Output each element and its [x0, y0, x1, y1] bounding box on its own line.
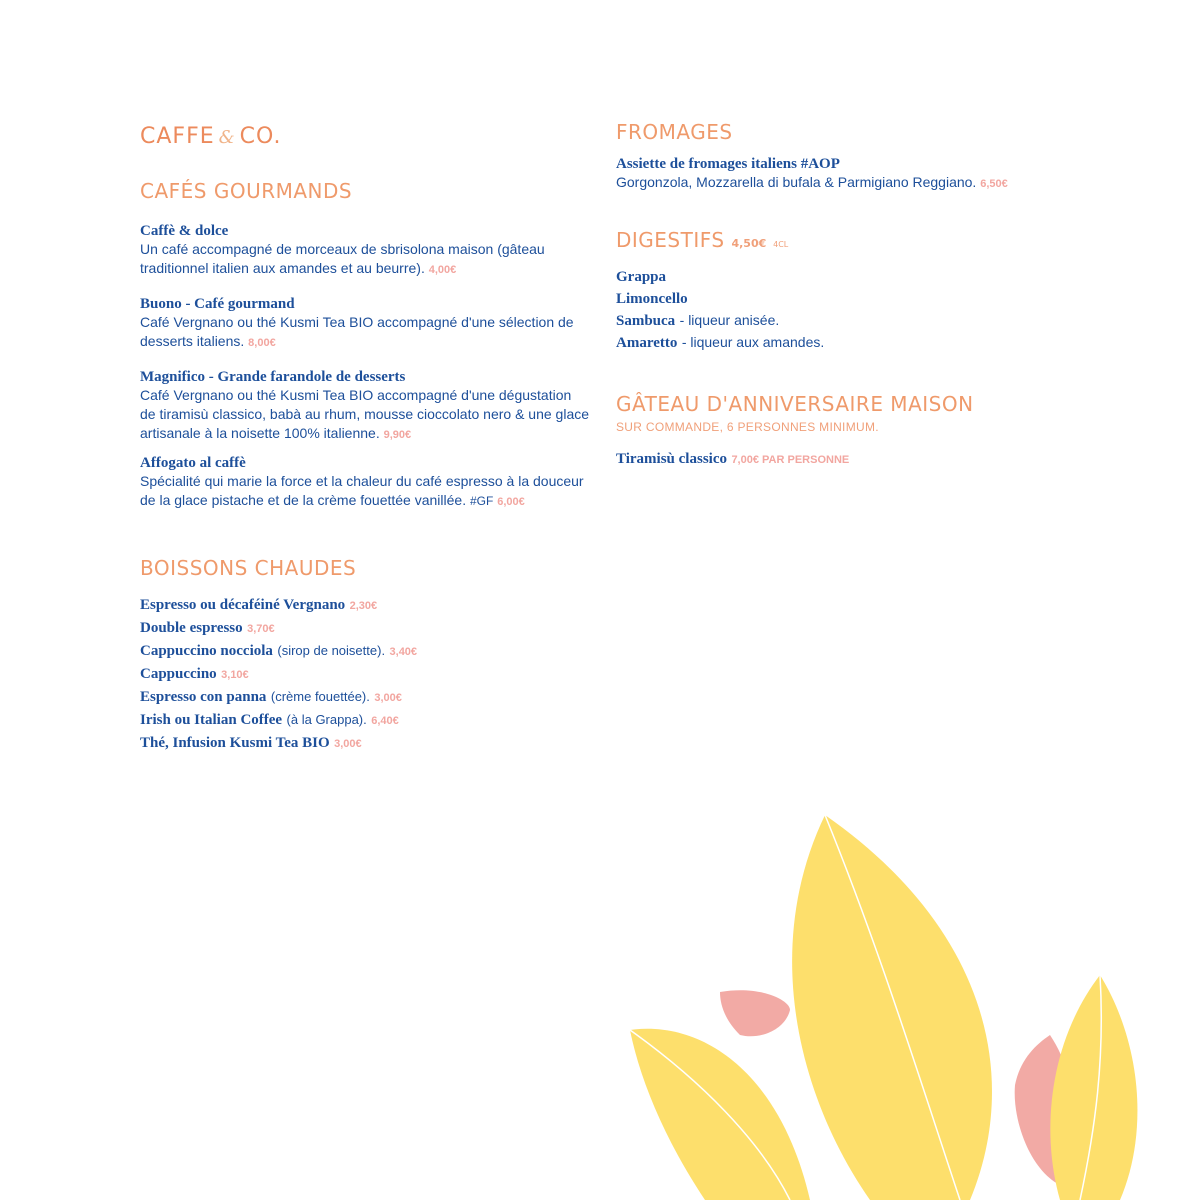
leaf-vein: [1080, 975, 1101, 1200]
section-title-boissons-chaudes: BOISSONS CHAUDES: [140, 556, 357, 580]
list-item: Amaretto - liqueur aux amandes.: [616, 334, 825, 351]
section-title-gateau: GÂTEAU D'ANNIVERSAIRE MAISON: [616, 392, 974, 416]
list-item: Sambuca - liqueur anisée.: [616, 312, 780, 329]
digestifs-price: 4,50€: [731, 237, 767, 250]
leaf-vein: [825, 815, 960, 1200]
list-item: Cappuccino nocciola (sirop de noisette). 3,40€: [140, 643, 418, 659]
left-column: [140, 120, 590, 755]
leaf-right: [1050, 975, 1137, 1200]
leaf-pink-small: [720, 990, 790, 1036]
digestifs-list: [616, 266, 1066, 354]
item-tag: #GF: [470, 494, 494, 508]
menu-item: [140, 223, 590, 280]
list-item: Thé, Infusion Kusmi Tea BIO 3,00€: [140, 735, 362, 751]
leaf-pink-right: [1015, 1035, 1074, 1185]
list-item: Limoncello: [616, 291, 688, 307]
item-desc: Spécialité qui marie la force et la chaleur du café espresso à la douceur de la glace pistache et de la crème fouettée vanillée. #GF 6,00€: [140, 473, 584, 508]
section-title-fromages: FROMAGES: [616, 120, 733, 144]
list-item: Grappa: [616, 269, 667, 285]
leaf-big: [792, 815, 992, 1200]
list-item: Tiramisù classico 7,00€ PAR PERSONNE: [616, 451, 850, 467]
list-item: Espresso con panna (crème fouettée). 3,00€: [140, 689, 402, 705]
boissons-list: [140, 594, 590, 755]
item-name: Buono - Café gourmand: [140, 296, 295, 312]
item-desc: Un café accompagné de morceaux de sbrisolona maison (gâteau traditionnel italien aux amandes et au beurre). 4,00€: [140, 241, 545, 276]
item-price: 8,00€: [248, 337, 276, 349]
item-desc: Café Vergnano ou thé Kusmi Tea BIO accompagné d'une sélection de desserts italiens. 8,00€: [140, 314, 574, 349]
brand-amp: &: [218, 127, 236, 148]
menu-item: [140, 369, 590, 445]
item-desc: Café Vergnano ou thé Kusmi Tea BIO accompagné d'une dégustation de tiramisù classico, babà au rhum, mousse cioccolato nero & une glace artisanale à la noisette 100% italienne. 9,90€: [140, 387, 590, 441]
list-item: Cappuccino 3,10€: [140, 666, 249, 682]
brand-part1: CAFFE: [140, 124, 215, 149]
menu-item: [616, 156, 1066, 194]
list-item: Double espresso 3,70€: [140, 620, 275, 636]
item-name: Assiette de fromages italiens #AOP: [616, 156, 840, 172]
gateau-subtitle: SUR COMMANDE, 6 PERSONNES MINIMUM.: [616, 420, 879, 434]
section-title-cafes-gourmands: CAFÉS GOURMANDS: [140, 179, 353, 203]
leaf-vein: [630, 1030, 790, 1200]
menu-item: [140, 455, 590, 512]
item-name: Magnifico - Grande farandole de desserts: [140, 369, 406, 385]
item-name: Affogato al caffè: [140, 455, 246, 471]
list-item: Espresso ou décaféiné Vergnano 2,30€: [140, 597, 378, 613]
item-desc: Gorgonzola, Mozzarella di bufala & Parmigiano Reggiano. 6,50€: [616, 174, 1008, 190]
right-column: [616, 120, 1066, 471]
item-price: 4,00€: [428, 264, 457, 276]
item-price: 6,00€: [497, 496, 525, 508]
item-price: 9,90€: [383, 429, 412, 441]
item-name: Caffè & dolce: [140, 223, 229, 239]
menu-item: [140, 296, 590, 353]
brand-logo: [140, 124, 590, 149]
item-price: 6,50€: [980, 178, 1008, 190]
digestifs-unit: 4CL: [773, 240, 789, 249]
leaf-left: [630, 1029, 810, 1200]
brand-part2: CO.: [239, 124, 282, 149]
list-item: Irish ou Italian Coffee (à la Grappa). 6,40€: [140, 712, 399, 728]
section-title-digestifs: DIGESTIFS 4,50€ 4CL: [616, 228, 789, 252]
